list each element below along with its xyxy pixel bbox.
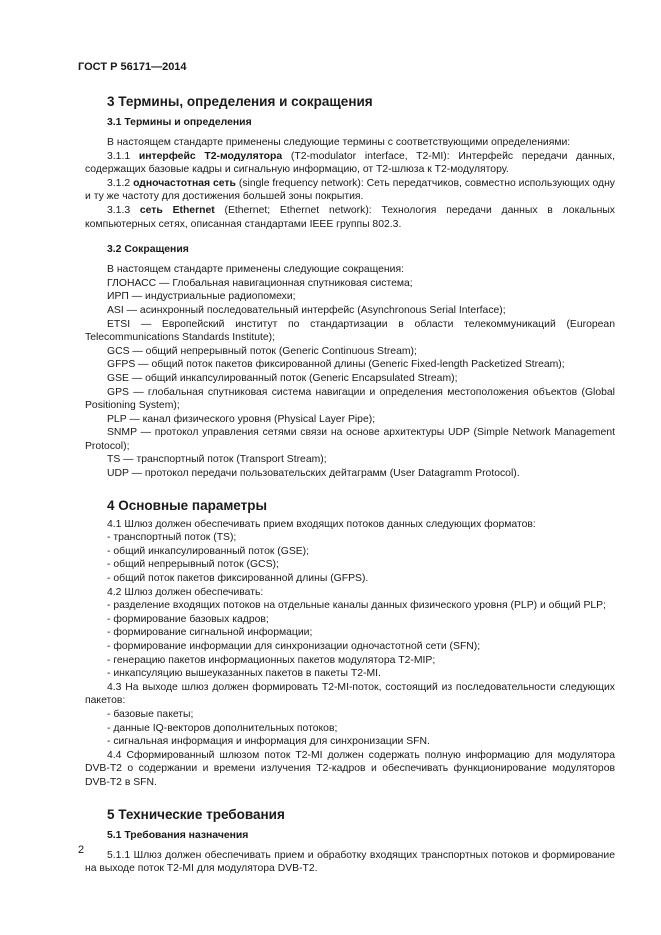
terms-intro: В настоящем стандарте применены следующие термины с соответствующими определениями:	[107, 137, 571, 148]
term-number: 3.1.2	[107, 177, 134, 189]
term-definition: (Ethernet; Ethernet network): Технология передачи данных в локальных компьютерных сетях, описанная стандартами IEEE группы 802.3.	[85, 204, 615, 230]
list-item: - инкапсуляцию вышеуказанных пакетов в пакеты Т2-MI.	[107, 668, 381, 680]
abbr-item: UDP — протокол передачи пользовательских дейтаграмм (User Datagramm Protocol).	[107, 468, 520, 480]
page-number: 2	[78, 844, 85, 856]
term-definition: (single frequency network): Сеть передатчиков, совместно использующих одну и ту же частоту для достижения большей зоны покрытия.	[85, 177, 616, 203]
list-item: - формирование информации для синхронизации одночастотной сети (SFN);	[107, 641, 481, 652]
para-4-2: 4.2 Шлюз должен обеспечивать:	[107, 586, 264, 598]
term-definition: (T2-modulator interface, T2-MI): Интерфейс передачи данных, содержащих базовые кадры и сигнальную информацию, от Т2-шлюза к Т2-модулятору.	[85, 150, 615, 176]
subsection-3-2-title: 3.2 Сокращения	[107, 244, 189, 256]
document-body	[85, 86, 615, 876]
abbr-item: SNMP — протокол управления сетями связи на основе архитектуры UDP (Simple Network Management Protocol);	[85, 427, 615, 452]
subsection-3-1-title: 3.1 Термины и определения	[107, 117, 252, 128]
term-number: 3.1.1	[107, 150, 139, 162]
list-item: - сигнальная информация и информация для синхронизации SFN.	[107, 736, 430, 748]
list-item: - базовые пакеты;	[107, 708, 194, 720]
list-item: - транспортный поток (TS);	[107, 532, 237, 544]
list-item: - общий непрерывный поток (GCS);	[107, 559, 279, 571]
term-3-1-1	[85, 150, 615, 177]
abbr-item: GSE — общий инкапсулированный поток (Generic Encapsulated Stream);	[107, 372, 458, 384]
term-name: одночастотная сеть	[133, 177, 236, 189]
abbr-intro: В настоящем стандарте применены следующие сокращения:	[107, 264, 404, 276]
abbr-item: TS — транспортный поток (Transport Stream);	[107, 454, 327, 466]
term-name: интерфейс Т2-модулятора	[138, 150, 283, 162]
list-item: - общий инкапсулированный поток (GSE);	[107, 545, 310, 557]
term-name: сеть Ethernet	[139, 204, 215, 216]
para-4-3: 4.3 На выходе шлюз должен формировать Т2-MI-поток, состоящий из последовательности следующих пакетов:	[85, 681, 615, 707]
section-3-title: 3 Термины, определения и сокращения	[107, 94, 373, 109]
para-4-4: 4.4 Сформированный шлюзом поток Т2-MI должен содержать полную информацию для модулятора DVB-T2 о содержании и времени излучения Т2-кадров и обеспечивать функционирование модуляторов DVB-T2 в SFN.	[85, 749, 615, 788]
abbr-item: ИРП — индустриальные радиопомехи;	[107, 291, 296, 303]
term-number: 3.1.3	[107, 204, 140, 216]
abbr-item: GCS — общий непрерывный поток (Generic Continuous Stream);	[107, 345, 417, 357]
abbr-item: GPS — глобальная спутниковая система навигации и определения местоположения объектов (Global Positioning System);	[85, 386, 615, 412]
subsection-5-1-title: 5.1 Требования назначения	[107, 829, 249, 841]
section-5-title: 5 Технические требования	[107, 806, 285, 822]
term-3-1-3	[85, 204, 615, 231]
term-3-1-2	[85, 177, 615, 204]
abbr-item: ASI — асинхронный последовательный интерфейс (Asynchronous Serial Interface);	[107, 304, 506, 316]
list-item: - общий поток пакетов фиксированной длины (GFPS).	[107, 573, 369, 585]
abbr-item: ГЛОНАСС — Глобальная навигационная спутниковая система;	[107, 277, 413, 289]
list-item: - генерацию пакетов информационных пакетов модулятора Т2-MIP;	[107, 654, 436, 666]
list-item: - формирование базовых кадров;	[107, 613, 269, 625]
section-4-title: 4 Основные параметры	[107, 497, 268, 513]
abbr-item: PLP — канал физического уровня (Physical Layer Pipe);	[107, 413, 376, 425]
list-item: - формирование сигнальной информации;	[107, 627, 313, 639]
document-header: ГОСТ Р 56171—2014	[78, 61, 187, 73]
para-5-1-1: 5.1.1 Шлюз должен обеспечивать прием и обработку входящих транспортных потоков и формирование на выходе поток Т2-MI для модулятора DVB-T2.	[85, 849, 615, 875]
list-item: - разделение входящих потоков на отдельные каналы данных физического уровня (PLP) и общий PLP;	[107, 600, 606, 612]
list-item: - данные IQ-векторов дополнительных потоков;	[107, 722, 338, 734]
abbr-item: GFPS — общий поток пакетов фиксированной длины (Generic Fixed-length Packetized Stream);	[107, 359, 565, 371]
abbr-item: ETSI — Европейский институт по стандартизации в области телекоммуникаций (European Telecommunications Standards Institute);	[85, 318, 615, 344]
para-4-1: 4.1 Шлюз должен обеспечивать прием входящих потоков данных следующих форматов:	[107, 518, 536, 530]
